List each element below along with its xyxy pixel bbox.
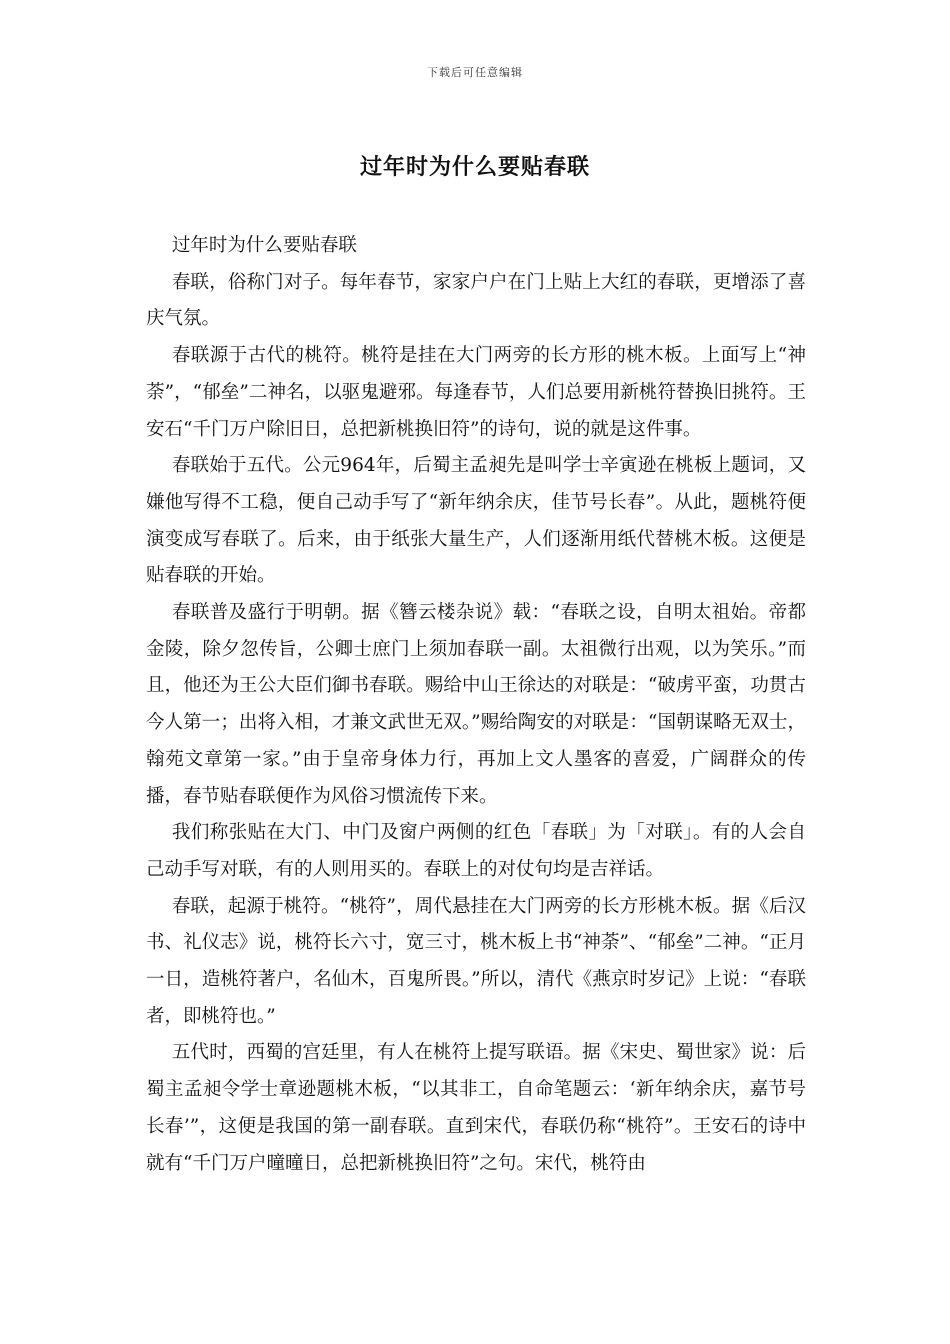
paragraph: 五代时，西蜀的宫廷里，有人在桃符上提写联语。据《宋史、蜀世家》说：后蜀主孟昶令学士章逊题桃木板，“以其非工，自命笔题云：‘新年纳余庆，嘉节号长春’”，这便是我国的第一副春联。直到宋代，春联仍称“桃符”。王安石的诗中就有“千门万户曈曈日，总把新桃换旧符”之句。宋代，桃符由 — [146, 1042, 806, 1174]
paragraph: 春联普及盛行于明朝。据《簪云楼杂说》载：“春联之设，自明太祖始。帝都金陵，除夕忽传旨，公卿士庶门上须加春联一副。太祖微行出观，以为笑乐。”而且，他还为王公大臣们御书春联。赐给中山王徐达的对联是：“破虏平蛮，功贯古今人第一；出将入相，才兼文武世无双。”赐给陶安的对联是：“国朝谋略无双士，翰苑文章第一家。”由于皇帝身体力行，再加上文人墨客的喜爱，广阔群众的传播，春节贴春联便作为风俗习惯流传下来。 — [146, 602, 806, 807]
paragraph-subtitle: 过年时为什么要贴春联 — [171, 235, 357, 256]
document-body — [146, 228, 806, 1182]
paragraph: 春联始于五代。公元964年，后蜀主孟昶先是叫学士辛寅逊在桃板上题词，又嫌他写得不工稳，便自己动手写了“新年纳余庆，佳节号长春”。从此，题桃符便演变成写春联了。后来，由于纸张大量生产，人们逐渐用纸代替桃木板。这便是贴春联的开始。 — [146, 455, 806, 587]
paragraph: 春联，俗称门对子。每年春节，家家户户在门上贴上大红的春联，更增添了喜庆气氛。 — [146, 271, 806, 330]
paragraph: 春联源于古代的桃符。桃符是挂在大门两旁的长方形的桃木板。上面写上“神荼”，“郁垒”二神名，以驱鬼避邪。每逢春节，人们总要用新桃符替换旧挑符。王安石“千门万户除旧日，总把新桃换旧符”的诗句，说的就是这件事。 — [146, 345, 806, 440]
paragraph: 我们称张贴在大门、中门及窗户两侧的红色「春联」为「对联」。有的人会自己动手写对联，有的人则用买的。春联上的对仗句均是吉祥话。 — [146, 822, 806, 880]
header-note: 下载后可任意编辑 — [427, 66, 523, 79]
document-title: 过年时为什么要贴春联 — [359, 154, 590, 180]
paragraph: 春联，起源于桃符。“桃符”，周代悬挂在大门两旁的长方形桃木板。据《后汉书、礼仪志》说，桃符长六寸，宽三寸，桃木板上书“神荼”、“郁垒”二神。“正月一日，造桃符著户，名仙木，百鬼所畏。”所以，清代《燕京时岁记》上说：“春联者，即桃符也。” — [146, 895, 806, 1027]
